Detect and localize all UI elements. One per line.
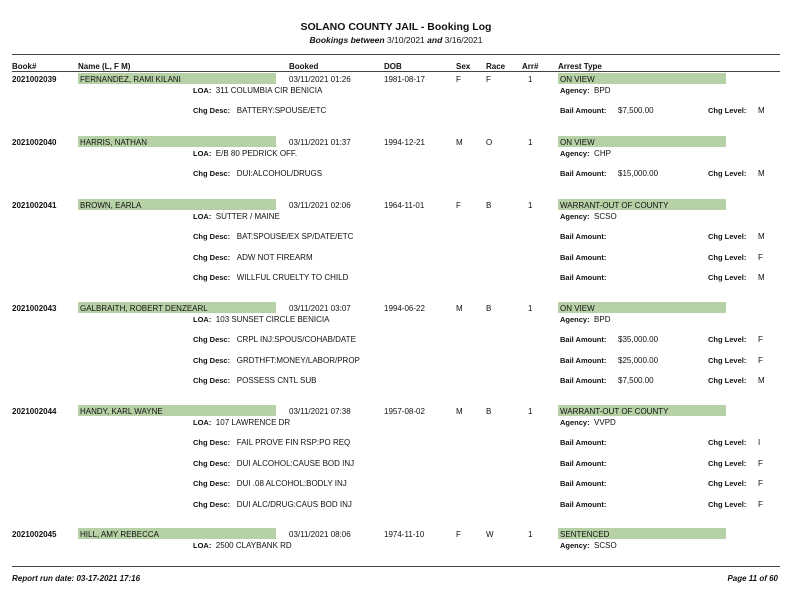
agency-value: SCSO xyxy=(594,212,617,221)
booking-number: 2021002044 xyxy=(12,407,57,416)
loa-label: LOA: xyxy=(193,86,212,95)
arrest-count: 1 xyxy=(528,75,533,84)
arrest-count: 1 xyxy=(528,407,533,416)
location-of-arrest xyxy=(193,86,322,95)
charge-description xyxy=(193,335,356,344)
inmate-name: GALBRAITH, ROBERT DENZEARL xyxy=(80,304,208,313)
bail-amount-label: Bail Amount: xyxy=(560,252,607,262)
bail-amount-label: Bail Amount: xyxy=(560,376,607,385)
report-title: SOLANO COUNTY JAIL - Booking Log xyxy=(300,21,492,33)
chg-desc-label: Chg Desc: xyxy=(193,169,231,178)
report-subtitle xyxy=(0,35,792,45)
booking-number: 2021002040 xyxy=(12,138,57,147)
loa-label: LOA: xyxy=(193,418,212,427)
chg-desc-value: DUI .08 ALCOHOL:BODLY INJ xyxy=(236,479,347,488)
chg-desc-value: WILLFUL CRUELTY TO CHILD xyxy=(236,273,349,282)
charge-description xyxy=(193,169,322,178)
end-date: 3/16/2021 xyxy=(444,35,483,45)
agency-label: Agency: xyxy=(560,212,590,221)
arresting-agency xyxy=(560,418,616,427)
chg-level-value: F xyxy=(758,499,763,509)
chg-desc-label: Chg Desc: xyxy=(193,355,231,365)
date-of-birth: 1981-08-17 xyxy=(384,75,425,84)
bail-amount-label: Bail Amount: xyxy=(560,106,607,115)
page-number: Page 11 of 60 xyxy=(727,574,778,583)
chg-level-value: M xyxy=(758,106,765,115)
col-header-race: Race xyxy=(486,62,506,71)
race-value: B xyxy=(486,304,492,313)
inmate-name: FERNANDEZ, RAMI KILANI xyxy=(80,75,181,84)
location-of-arrest xyxy=(193,149,297,158)
chg-level-value: M xyxy=(758,169,765,178)
charge-description xyxy=(193,438,350,447)
sex-value: M xyxy=(456,138,463,147)
chg-level-label: Chg Level: xyxy=(708,169,747,178)
location-of-arrest xyxy=(193,541,292,550)
agency-label: Agency: xyxy=(560,149,590,158)
inmate-name: BROWN, EARLA xyxy=(80,201,142,210)
report-run-date: Report run date: 03-17-2021 17:16 xyxy=(12,574,141,583)
chg-desc-label: Chg Desc: xyxy=(193,376,231,385)
chg-desc-value: FAIL PROVE FIN RSP:PO REQ xyxy=(236,438,351,447)
arrest-type: ON VIEW xyxy=(560,304,595,313)
location-of-arrest xyxy=(193,418,290,427)
date-of-birth: 1974-11-10 xyxy=(384,530,425,539)
date-of-birth: 1994-06-22 xyxy=(384,304,425,313)
arrest-count: 1 xyxy=(528,138,533,147)
sex-value: F xyxy=(456,75,461,84)
booking-number: 2021002041 xyxy=(12,201,57,210)
chg-desc-label: Chg Desc: xyxy=(193,438,231,447)
chg-level-label: Chg Level: xyxy=(708,438,747,447)
inmate-name: HILL, AMY REBECCA xyxy=(80,530,159,539)
charge-description xyxy=(193,253,313,262)
booked-datetime: 03/11/2021 02:06 xyxy=(289,201,351,210)
bail-amount-label: Bail Amount: xyxy=(560,335,607,344)
chg-desc-label: Chg Desc: xyxy=(193,479,231,488)
race-value: W xyxy=(486,530,494,539)
col-header-dob: DOB xyxy=(384,62,402,71)
charge-description xyxy=(193,376,317,385)
location-of-arrest xyxy=(193,315,329,324)
inmate-name: HANDY, KARL WAYNE xyxy=(80,407,163,416)
arrest-type: WARRANT-OUT OF COUNTY xyxy=(560,407,669,416)
agency-label: Agency: xyxy=(560,541,590,550)
agency-label: Agency: xyxy=(560,315,590,324)
bail-amount-label: Bail Amount: xyxy=(560,355,607,365)
bail-amount-value: $7,500.00 xyxy=(618,376,654,385)
date-of-birth: 1994-12-21 xyxy=(384,138,425,147)
sex-value: M xyxy=(456,407,463,416)
chg-desc-label: Chg Desc: xyxy=(193,499,231,509)
bail-amount-value: $35,000.00 xyxy=(618,335,659,344)
booked-datetime: 03/11/2021 08:06 xyxy=(289,530,351,539)
bail-amount-label: Bail Amount: xyxy=(560,273,607,282)
loa-value: 103 SUNSET CIRCLE BENICIA xyxy=(215,315,330,324)
agency-value: BPD xyxy=(594,315,611,324)
chg-level-label: Chg Level: xyxy=(708,355,747,365)
chg-desc-label: Chg Desc: xyxy=(193,335,231,344)
header-rule-bottom xyxy=(12,71,780,72)
chg-level-label: Chg Level: xyxy=(708,273,747,282)
chg-level-value: M xyxy=(758,232,765,241)
location-of-arrest xyxy=(193,212,280,221)
charge-description xyxy=(193,273,348,282)
subtitle-and: and xyxy=(427,35,443,45)
arrest-type: ON VIEW xyxy=(560,138,595,147)
booked-datetime: 03/11/2021 01:26 xyxy=(289,75,351,84)
booking-number: 2021002039 xyxy=(12,75,57,84)
booking-number: 2021002043 xyxy=(12,304,57,313)
charge-description xyxy=(193,479,347,488)
agency-value: BPD xyxy=(594,86,611,95)
bail-amount-label: Bail Amount: xyxy=(560,499,607,509)
chg-level-value: M xyxy=(758,376,765,385)
loa-value: E/B 80 PEDRICK OFF. xyxy=(215,149,298,158)
arrest-count: 1 xyxy=(528,304,533,313)
arresting-agency xyxy=(560,212,617,221)
charge-description xyxy=(193,106,326,115)
charge-description xyxy=(193,232,353,241)
bail-amount-value: $25,000.00 xyxy=(618,355,659,365)
col-header-arrest-type: Arrest Type xyxy=(558,62,602,71)
booking-number: 2021002045 xyxy=(12,530,57,539)
chg-desc-value: ADW NOT FIREARM xyxy=(236,252,313,262)
charge-description xyxy=(193,459,354,468)
col-header-arr: Arr# xyxy=(522,62,539,71)
start-date: 3/10/2021 xyxy=(386,35,425,45)
loa-label: LOA: xyxy=(193,212,212,221)
chg-desc-value: BATTERY:SPOUSE/ETC xyxy=(236,106,327,115)
header-rule-top xyxy=(12,54,780,55)
chg-level-label: Chg Level: xyxy=(708,499,747,509)
arrest-type: SENTENCED xyxy=(560,530,610,539)
booked-datetime: 03/11/2021 01:37 xyxy=(289,138,351,147)
chg-desc-value: BAT:SPOUSE/EX SP/DATE/ETC xyxy=(236,232,354,241)
chg-desc-label: Chg Desc: xyxy=(193,273,231,282)
bail-amount-label: Bail Amount: xyxy=(560,479,607,488)
arrest-type: WARRANT-OUT OF COUNTY xyxy=(560,201,669,210)
chg-desc-value: POSSESS CNTL SUB xyxy=(236,376,317,385)
booked-datetime: 03/11/2021 03:07 xyxy=(289,304,351,313)
chg-level-value: F xyxy=(758,479,763,488)
chg-level-label: Chg Level: xyxy=(708,106,747,115)
chg-level-label: Chg Level: xyxy=(708,252,747,262)
agency-label: Agency: xyxy=(560,86,590,95)
arresting-agency xyxy=(560,315,611,324)
chg-desc-value: GRDTHFT:MONEY/LABOR/PROP xyxy=(236,355,360,365)
chg-level-value: F xyxy=(758,252,763,262)
loa-label: LOA: xyxy=(193,149,212,158)
chg-desc-value: DUI ALC/DRUG:CAUS BOD INJ xyxy=(236,499,352,509)
chg-desc-value: DUI:ALCOHOL/DRUGS xyxy=(236,169,323,178)
loa-value: 2500 CLAYBANK RD xyxy=(215,541,292,550)
chg-level-value: F xyxy=(758,458,763,468)
chg-desc-label: Chg Desc: xyxy=(193,106,231,115)
arresting-agency xyxy=(560,86,611,95)
col-header-sex: Sex xyxy=(456,62,471,71)
charge-description xyxy=(193,500,352,509)
booked-datetime: 03/11/2021 07:38 xyxy=(289,407,351,416)
chg-level-label: Chg Level: xyxy=(708,479,747,488)
race-value: F xyxy=(486,75,491,84)
charge-description xyxy=(193,356,360,365)
race-value: B xyxy=(486,201,492,210)
chg-desc-label: Chg Desc: xyxy=(193,252,231,262)
loa-label: LOA: xyxy=(193,315,212,324)
arrest-type: ON VIEW xyxy=(560,75,595,84)
agency-value: CHP xyxy=(594,149,611,158)
bail-amount-value: $7,500.00 xyxy=(618,106,654,115)
bail-amount-label: Bail Amount: xyxy=(560,438,607,447)
loa-value: 311 COLUMBIA CIR BENICIA xyxy=(215,86,323,95)
chg-level-value: M xyxy=(758,273,765,282)
race-value: O xyxy=(486,138,493,147)
loa-value: 107 LAWRENCE DR xyxy=(215,418,291,427)
chg-level-value: F xyxy=(758,335,763,344)
agency-label: Agency: xyxy=(560,418,590,427)
race-value: B xyxy=(486,407,492,416)
loa-label: LOA: xyxy=(193,541,212,550)
chg-level-label: Chg Level: xyxy=(708,335,747,344)
col-header-book: Book# xyxy=(12,62,37,71)
col-header-name: Name (L, F M) xyxy=(78,62,131,71)
subtitle-prefix: Bookings between xyxy=(309,35,385,45)
col-header-booked: Booked xyxy=(289,62,319,71)
chg-level-label: Chg Level: xyxy=(708,458,747,468)
bail-amount-label: Bail Amount: xyxy=(560,232,607,241)
agency-value: SCSO xyxy=(594,541,617,550)
chg-level-value: F xyxy=(758,355,763,365)
date-of-birth: 1957-08-02 xyxy=(384,407,425,416)
chg-level-label: Chg Level: xyxy=(708,232,747,241)
chg-desc-value: CRPL INJ:SPOUS/COHAB/DATE xyxy=(236,335,356,344)
sex-value: M xyxy=(456,304,463,313)
chg-desc-label: Chg Desc: xyxy=(193,232,231,241)
arrest-count: 1 xyxy=(528,530,533,539)
arresting-agency xyxy=(560,541,617,550)
chg-desc-label: Chg Desc: xyxy=(193,458,231,468)
date-of-birth: 1964-11-01 xyxy=(384,201,425,210)
chg-level-value: I xyxy=(758,438,761,447)
arrest-count: 1 xyxy=(528,201,533,210)
bail-amount-label: Bail Amount: xyxy=(560,458,607,468)
chg-level-label: Chg Level: xyxy=(708,376,747,385)
chg-desc-value: DUI ALCOHOL:CAUSE BOD INJ xyxy=(236,458,355,468)
agency-value: VVPD xyxy=(594,418,616,427)
sex-value: F xyxy=(456,201,461,210)
footer-rule xyxy=(12,566,780,567)
loa-value: SUTTER / MAINE xyxy=(215,212,280,221)
inmate-name: HARRIS, NATHAN xyxy=(80,138,147,147)
bail-amount-label: Bail Amount: xyxy=(560,169,607,178)
bail-amount-value: $15,000.00 xyxy=(618,169,659,178)
arresting-agency xyxy=(560,149,611,158)
sex-value: F xyxy=(456,530,461,539)
